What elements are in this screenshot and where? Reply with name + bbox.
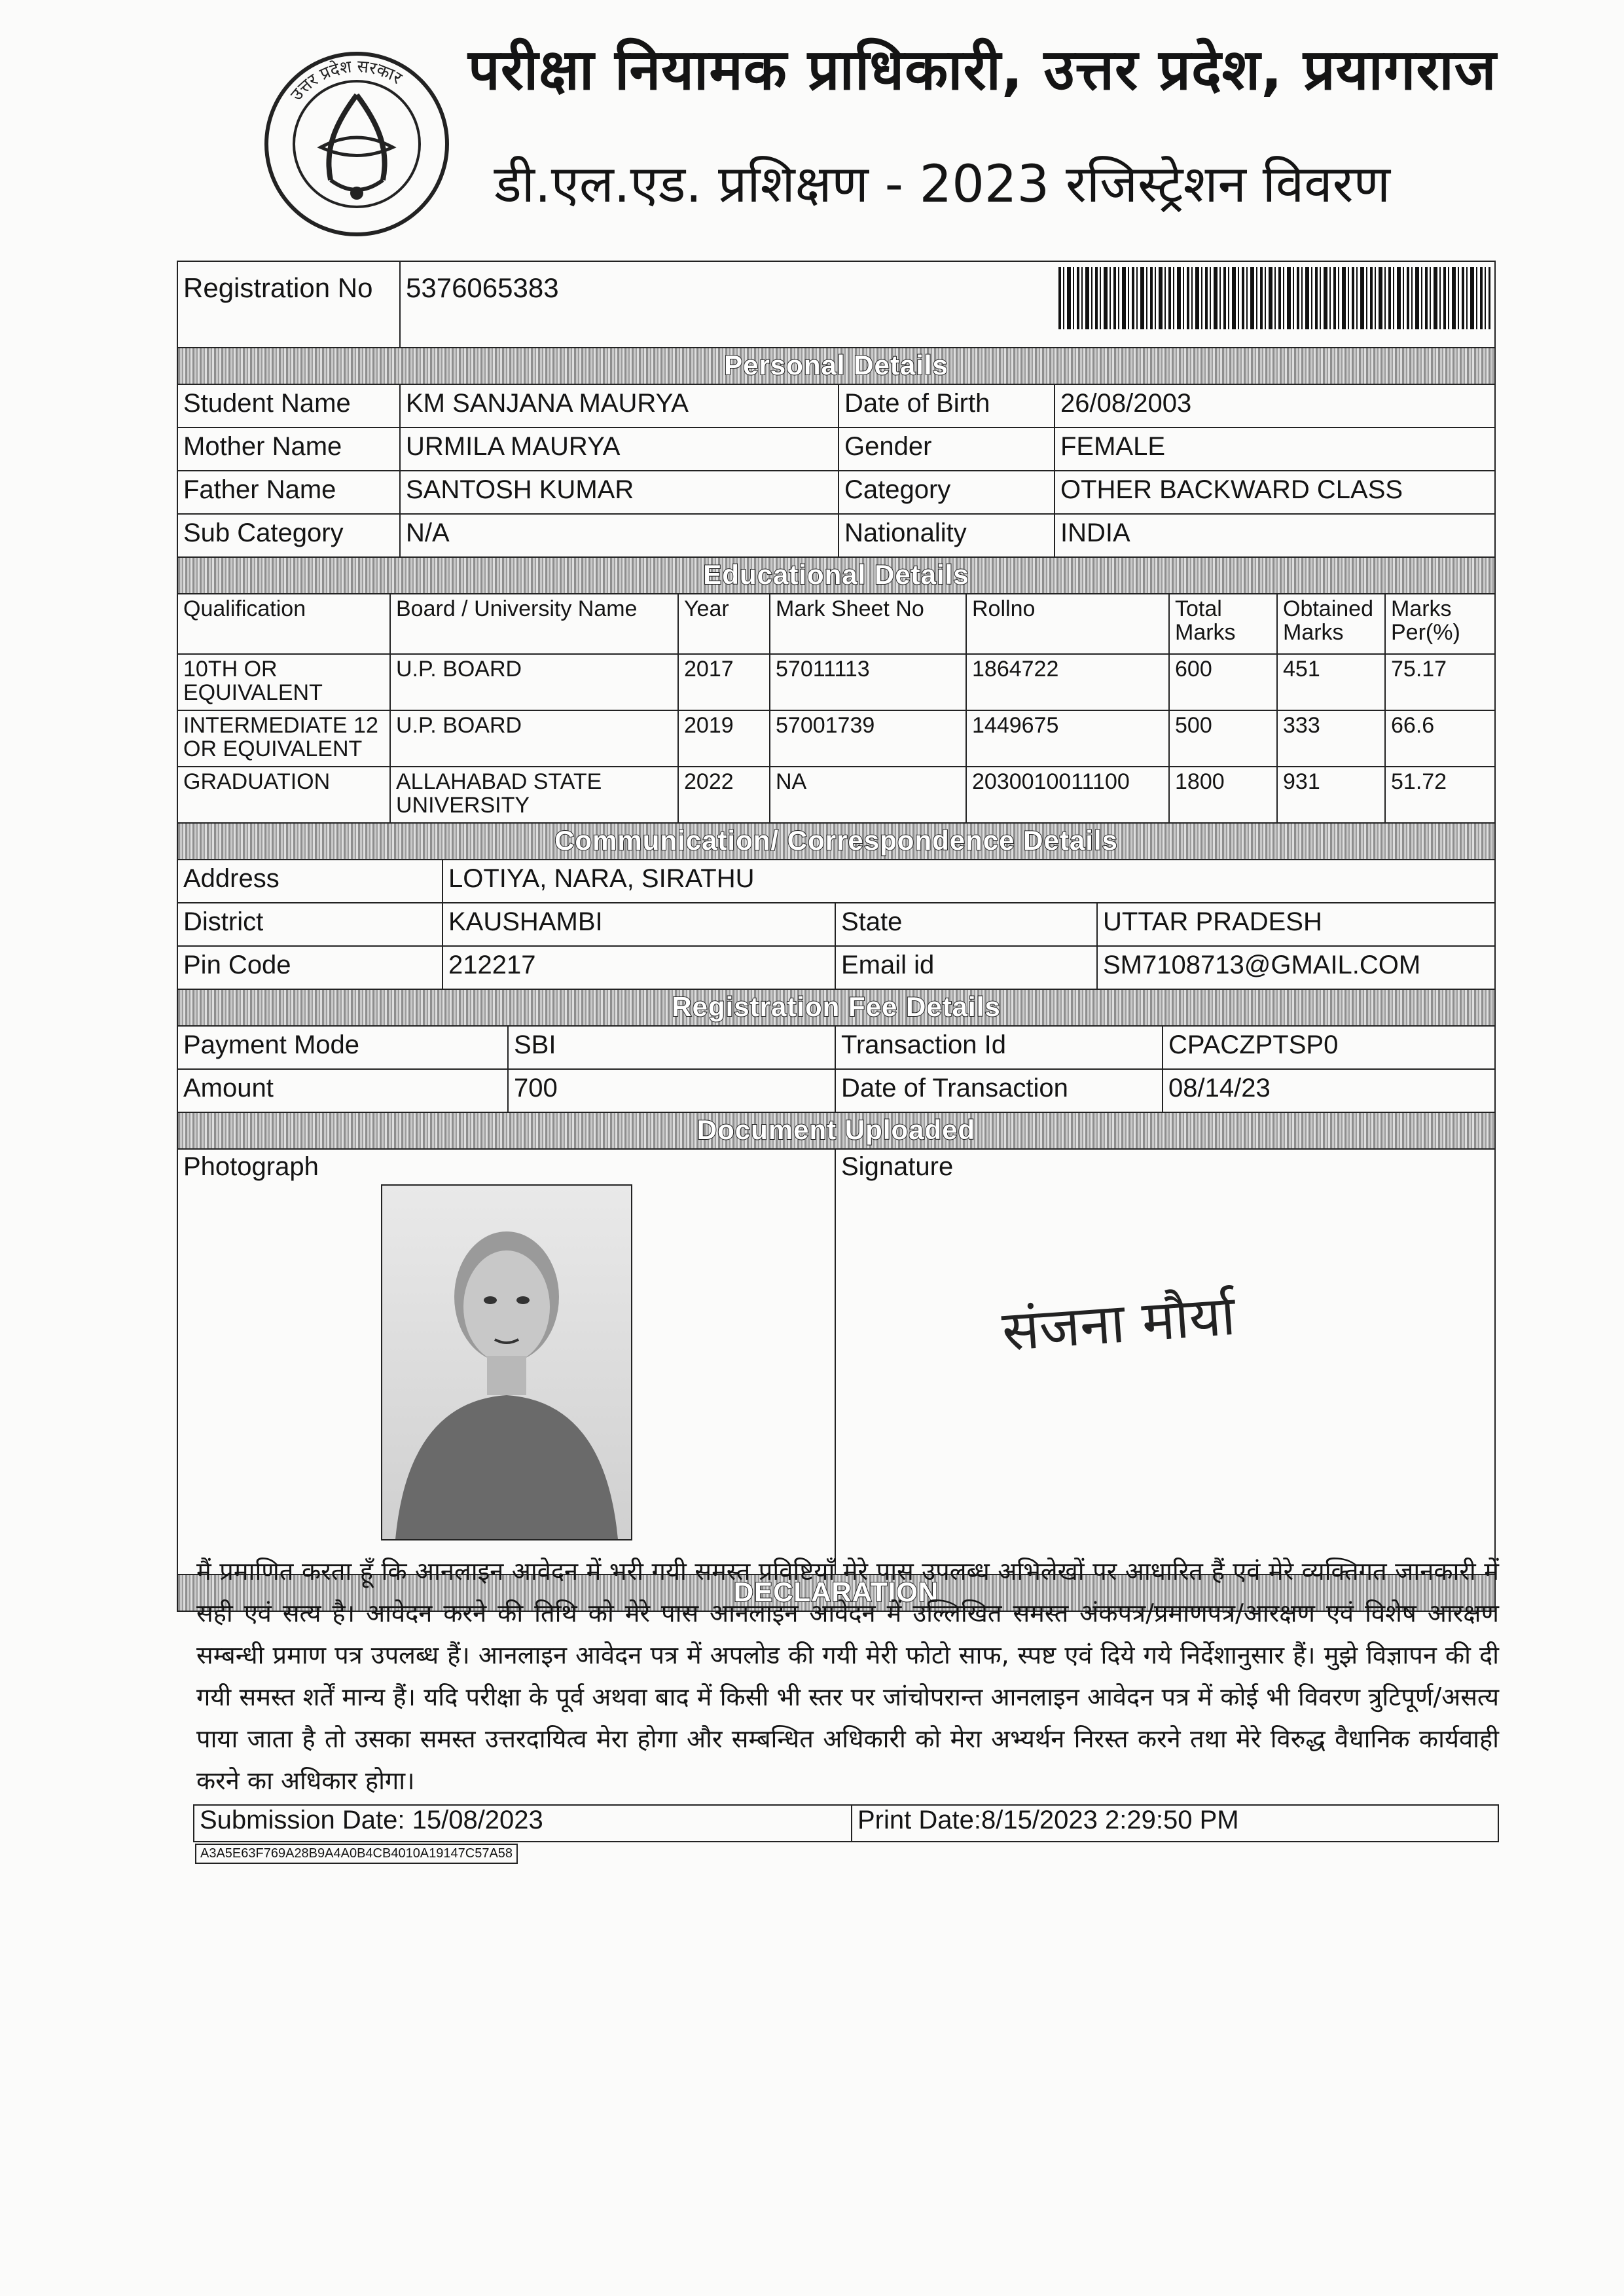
amount-value: 700 xyxy=(508,1069,835,1112)
edu-cell: 10TH OR EQUIVALENT xyxy=(177,654,390,710)
edu-cell: 1864722 xyxy=(966,654,1169,710)
gender-value: FEMALE xyxy=(1055,428,1495,471)
submission-date: Submission Date: 15/08/2023 xyxy=(194,1805,852,1842)
father-name-label: Father Name xyxy=(177,471,400,514)
print-date: Print Date:8/15/2023 2:29:50 PM xyxy=(852,1805,1498,1842)
edu-cell: GRADUATION xyxy=(177,767,390,823)
address-value: LOTIYA, NARA, SIRATHU xyxy=(442,860,1495,903)
edu-cell: U.P. BOARD xyxy=(390,710,678,767)
transaction-date-value: 08/14/23 xyxy=(1163,1069,1495,1112)
section-title: Document Uploaded xyxy=(696,1114,976,1145)
father-name-value: SANTOSH KUMAR xyxy=(400,471,839,514)
table-row xyxy=(177,767,1495,823)
photograph-label: Photograph xyxy=(183,1152,319,1181)
edu-header-obtained: Obtained Marks xyxy=(1277,594,1385,654)
edu-cell: 333 xyxy=(1277,710,1385,767)
section-band-education xyxy=(177,558,1496,593)
state-value: UTTAR PRADESH xyxy=(1097,903,1495,946)
section-band-document xyxy=(177,1113,1496,1148)
email-value: SM7108713@GMAIL.COM xyxy=(1097,946,1495,989)
photo-portrait-icon xyxy=(382,1186,631,1539)
table-row xyxy=(177,654,1495,710)
nationality-value: INDIA xyxy=(1055,514,1495,557)
payment-mode-label: Payment Mode xyxy=(177,1026,508,1069)
address-label: Address xyxy=(177,860,442,903)
footer-table xyxy=(193,1804,1499,1842)
student-name-value: KM SANJANA MAURYA xyxy=(400,384,839,428)
edu-cell: NA xyxy=(770,767,966,823)
barcode xyxy=(1058,267,1490,329)
edu-cell: INTERMEDIATE 12 OR EQUIVALENT xyxy=(177,710,390,767)
edu-header-qualification: Qualification xyxy=(177,594,390,654)
district-label: District xyxy=(177,903,442,946)
edu-cell: 2019 xyxy=(678,710,770,767)
edu-cell: 600 xyxy=(1169,654,1277,710)
documents-table xyxy=(177,1148,1496,1575)
edu-cell: 500 xyxy=(1169,710,1277,767)
section-title: Educational Details xyxy=(703,559,969,590)
section-band-communication xyxy=(177,824,1496,859)
education-header-row xyxy=(177,594,1495,654)
edu-cell: U.P. BOARD xyxy=(390,654,678,710)
page-title: परीक्षा नियामक प्राधिकारी, उत्तर प्रदेश, प्रयागराज xyxy=(468,37,1497,103)
page-subtitle: डी.एल.एड. प्रशिक्षण - 2023 रजिस्ट्रेशन विवरण xyxy=(494,155,1390,214)
section-title: Personal Details xyxy=(724,350,948,380)
edu-cell: 57011113 xyxy=(770,654,966,710)
candidate-photo xyxy=(381,1184,632,1540)
dob-label: Date of Birth xyxy=(839,384,1055,428)
category-value: OTHER BACKWARD CLASS xyxy=(1055,471,1495,514)
candidate-signature: संजना मौर्या xyxy=(1000,1283,1238,1364)
edu-cell: 66.6 xyxy=(1385,710,1495,767)
transaction-date-label: Date of Transaction xyxy=(835,1069,1163,1112)
edu-header-percent: Marks Per(%) xyxy=(1385,594,1495,654)
photograph-cell xyxy=(177,1149,835,1575)
mother-name-label: Mother Name xyxy=(177,428,400,471)
registration-sheet xyxy=(177,261,1496,1612)
sub-category-label: Sub Category xyxy=(177,514,400,557)
amount-label: Amount xyxy=(177,1069,508,1112)
state-label: State xyxy=(835,903,1097,946)
dob-value: 26/08/2003 xyxy=(1055,384,1495,428)
pincode-label: Pin Code xyxy=(177,946,442,989)
education-table xyxy=(177,593,1496,824)
fee-table xyxy=(177,1025,1496,1113)
payment-mode-value: SBI xyxy=(508,1026,835,1069)
sub-category-value: N/A xyxy=(400,514,839,557)
registration-table xyxy=(177,261,1496,348)
signature-label: Signature xyxy=(841,1152,954,1181)
edu-cell: 1449675 xyxy=(966,710,1169,767)
signature-cell xyxy=(835,1149,1495,1575)
category-label: Category xyxy=(839,471,1055,514)
up-government-emblem xyxy=(259,49,455,239)
edu-cell: 57001739 xyxy=(770,710,966,767)
table-row xyxy=(177,710,1495,767)
edu-cell: 51.72 xyxy=(1385,767,1495,823)
registration-no-cell xyxy=(400,261,1495,348)
communication-table xyxy=(177,859,1496,990)
edu-cell: 75.17 xyxy=(1385,654,1495,710)
edu-cell: 451 xyxy=(1277,654,1385,710)
edu-cell: ALLAHABAD STATE UNIVERSITY xyxy=(390,767,678,823)
document-hash: A3A5E63F769A28B9A4A0B4CB4010A19147C57A58 xyxy=(195,1844,518,1864)
pincode-value: 212217 xyxy=(442,946,835,989)
edu-header-marksheet: Mark Sheet No xyxy=(770,594,966,654)
transaction-id-label: Transaction Id xyxy=(835,1026,1163,1069)
nationality-label: Nationality xyxy=(839,514,1055,557)
edu-header-year: Year xyxy=(678,594,770,654)
gender-label: Gender xyxy=(839,428,1055,471)
section-title: Communication/ Correspondence Details xyxy=(554,825,1118,856)
section-band-personal xyxy=(177,348,1496,384)
registration-no-label: Registration No xyxy=(177,261,400,348)
email-label: Email id xyxy=(835,946,1097,989)
edu-cell: 2017 xyxy=(678,654,770,710)
registration-no-value: 5376065383 xyxy=(406,272,559,303)
edu-cell: 1800 xyxy=(1169,767,1277,823)
transaction-id-value: CPACZPTSP0 xyxy=(1163,1026,1495,1069)
student-name-label: Student Name xyxy=(177,384,400,428)
edu-header-total: Total Marks xyxy=(1169,594,1277,654)
edu-header-rollno: Rollno xyxy=(966,594,1169,654)
edu-cell: 2030010011100 xyxy=(966,767,1169,823)
section-title: DECLARATION xyxy=(733,1576,939,1607)
section-band-fee xyxy=(177,990,1496,1025)
emblem-text: उत्तर प्रदेश सरकार xyxy=(286,56,406,105)
mother-name-value: URMILA MAURYA xyxy=(400,428,839,471)
edu-cell: 2022 xyxy=(678,767,770,823)
declaration-text: मैं प्रमाणित करता हूँ कि आनलाइन आवेदन में भरी गयी समस्त प्रविष्टियाँ मेरे पास उपलब्ध अभिलेखों पर आधारित हैं एवं मेरे व्यक्तिगत जानकारी में सही एवं सत्य है। आवेदन करने की तिथि को मेरे पास आनलाइन आवेदन में उल्लिखित समस्त अंकपत्र/प्रमाणपत्र/आरक्षण एवं विशेष आरक्षण सम्बन्धी प्रमाण पत्र उपलब्ध हैं। आनलाइन आवेदन पत्र में अपलोड की गयी मेरी फोटो साफ, स्पष्ट एवं दिये गये निर्देशानुसार हैं। मुझे विज्ञापन की दी गयी समस्त शर्तें मान्य हैं। यदि परीक्षा के पूर्व अथवा बाद में किसी भी स्तर पर जांचोपरान्त आनलाइन आवेदन पत्र में कोई भी विवरण त्रुटिपूर्ण/असत्य पाया जाता है तो उसका समस्त उत्तरदायित्व मेरा होगा और सम्बन्धित अधिकारी को मेरा अभ्यर्थन निरस्त करने तथा मेरे विरुद्ध वैधानिक कार्यवाही करने का अधिकार होगा। xyxy=(196,1557,1499,1795)
edu-cell: 931 xyxy=(1277,767,1385,823)
section-title: Registration Fee Details xyxy=(672,991,1001,1022)
personal-details-table xyxy=(177,384,1496,558)
edu-header-board: Board / University Name xyxy=(390,594,678,654)
svg-text:उत्तर प्रदेश सरकार xyxy=(286,56,406,104)
district-value: KAUSHAMBI xyxy=(442,903,835,946)
